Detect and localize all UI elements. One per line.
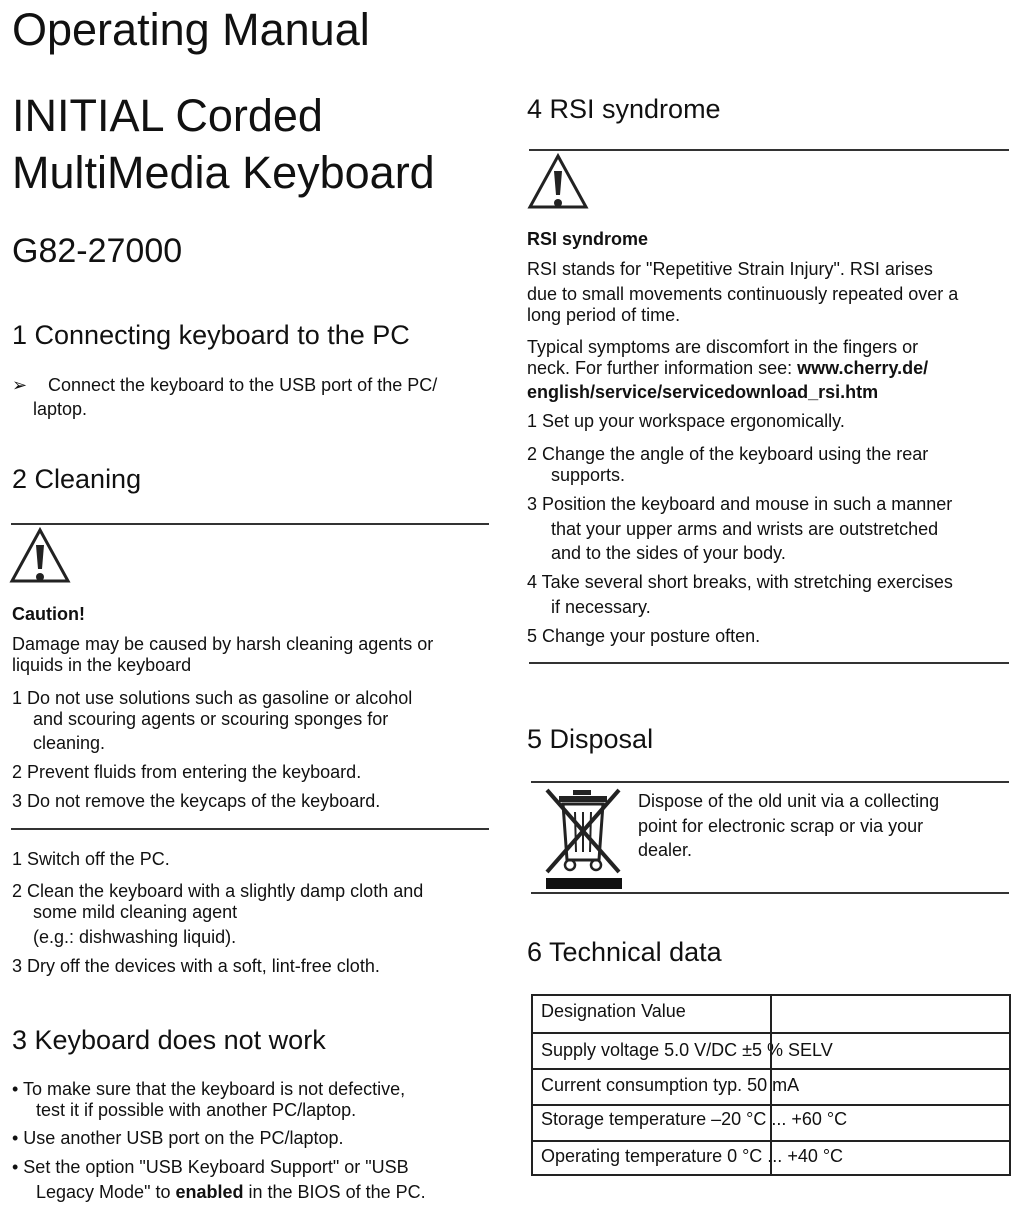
cleaning-dont-2: 2 Prevent fluids from entering the keyboard.	[12, 762, 362, 782]
cleaning-step-2-line2: some mild cleaning agent	[33, 902, 238, 922]
product-name-line1: INITIAL Corded	[12, 90, 323, 141]
rsi-tip-2-line2: supports.	[551, 465, 626, 485]
section-heading-technical-data: 6 Technical data	[527, 937, 722, 967]
troubleshoot-item-1-line1: • To make sure that the keyboard is not defective,	[12, 1079, 406, 1099]
rsi-tip-3-line2: that your upper arms and wrists are outstretched	[551, 519, 939, 539]
table-cell: Operating temperature 0 °C ... +40 °C	[541, 1146, 844, 1166]
document-title: Operating Manual	[12, 4, 370, 55]
rsi-info-link-path[interactable]: english/service/servicedownload_rsi.htm	[527, 382, 879, 402]
cleaning-step-2-line1: 2 Clean the keyboard with a slightly damp cloth and	[12, 881, 424, 901]
rsi-tip-1: 1 Set up your workspace ergonomically.	[527, 411, 845, 431]
rsi-subheading: RSI syndrome	[527, 229, 649, 249]
rsi-definition-line1: RSI stands for "Repetitive Strain Injury". RSI arises	[527, 259, 933, 279]
cleaning-step-3: 3 Dry off the devices with a soft, lint-free cloth.	[12, 956, 380, 976]
product-name-line2: MultiMedia Keyboard	[12, 147, 435, 198]
troubleshoot-item-3-line1: • Set the option "USB Keyboard Support" or "USB	[12, 1157, 409, 1177]
section-heading-rsi: 4 RSI syndrome	[527, 94, 721, 124]
table-column-divider	[770, 996, 772, 1174]
rsi-tip-5: 5 Change your posture often.	[527, 626, 761, 646]
disposal-text-line3: dealer.	[638, 840, 693, 860]
divider	[11, 523, 489, 525]
section-heading-disposal: 5 Disposal	[527, 724, 654, 754]
troubleshoot-item-1-line2: test it if possible with another PC/laptop.	[36, 1100, 357, 1120]
section-heading-not-working: 3 Keyboard does not work	[12, 1025, 326, 1055]
divider	[11, 828, 489, 830]
cleaning-dont-3: 3 Do not remove the keycaps of the keyboard.	[12, 791, 381, 811]
divider	[531, 892, 1009, 894]
crossed-out-wheelie-bin-icon	[543, 786, 625, 890]
disposal-text-line2: point for electronic scrap or via your	[638, 816, 924, 836]
rsi-tip-3-line1: 3 Position the keyboard and mouse in such a manner	[527, 494, 953, 514]
rsi-tip-4-line2: if necessary.	[551, 597, 651, 617]
connect-instruction-line2: laptop.	[33, 399, 88, 419]
warning-triangle-icon	[9, 527, 71, 585]
rsi-tip-2-line1: 2 Change the angle of the keyboard using the rear	[527, 444, 929, 464]
connect-instruction-line1: Connect the keyboard to the USB port of the PC/	[48, 375, 438, 395]
table-cell: Designation Value	[541, 1001, 686, 1021]
troubleshoot-item-2: • Use another USB port on the PC/laptop.	[12, 1128, 344, 1148]
section-heading-cleaning: 2 Cleaning	[12, 464, 142, 494]
caution-text-line2: liquids in the keyboard	[12, 655, 192, 675]
rsi-symptoms-line1: Typical symptoms are discomfort in the fingers or	[527, 337, 919, 357]
rsi-definition-line3: long period of time.	[527, 305, 681, 325]
disposal-text-line1: Dispose of the old unit via a collecting	[638, 791, 940, 811]
rsi-tip-3-line3: and to the sides of your body.	[551, 543, 786, 563]
divider	[529, 149, 1009, 151]
bullet-arrow-icon: ➢	[12, 375, 28, 395]
cleaning-step-1: 1 Switch off the PC.	[12, 849, 170, 869]
rsi-definition-line2: due to small movements continuously repeated over a	[527, 284, 959, 304]
cleaning-dont-1-line3: cleaning.	[33, 733, 106, 753]
section-heading-connecting: 1 Connecting keyboard to the PC	[12, 320, 410, 350]
table-cell: Storage temperature –20 °C ... +60 °C	[541, 1109, 848, 1129]
rsi-tip-4-line1: 4 Take several short breaks, with stretching exercises	[527, 572, 953, 592]
warning-triangle-icon	[527, 153, 589, 211]
caution-title: Caution!	[12, 604, 85, 624]
cleaning-dont-1-line1: 1 Do not use solutions such as gasoline or alcohol	[12, 688, 413, 708]
table-cell: Supply voltage 5.0 V/DC ±5 % SELV	[541, 1040, 833, 1060]
rsi-info-link[interactable]: www.cherry.de/	[797, 358, 929, 378]
rsi-symptoms-line2: neck. For further information see: www.cherry.de/	[527, 358, 929, 378]
caution-text-line1: Damage may be caused by harsh cleaning agents or	[12, 634, 434, 654]
troubleshoot-item-3-line2: Legacy Mode" to enabled in the BIOS of the PC.	[36, 1182, 426, 1202]
divider	[529, 662, 1009, 664]
divider	[531, 781, 1009, 783]
table-cell: Current consumption typ. 50 mA	[541, 1075, 800, 1095]
cleaning-dont-1-line2: and scouring agents or scouring sponges for	[33, 709, 389, 729]
model-number: G82-27000	[12, 232, 183, 270]
cleaning-step-2-line3: (e.g.: dishwashing liquid).	[33, 927, 237, 947]
technical-data-table	[531, 994, 1011, 1176]
